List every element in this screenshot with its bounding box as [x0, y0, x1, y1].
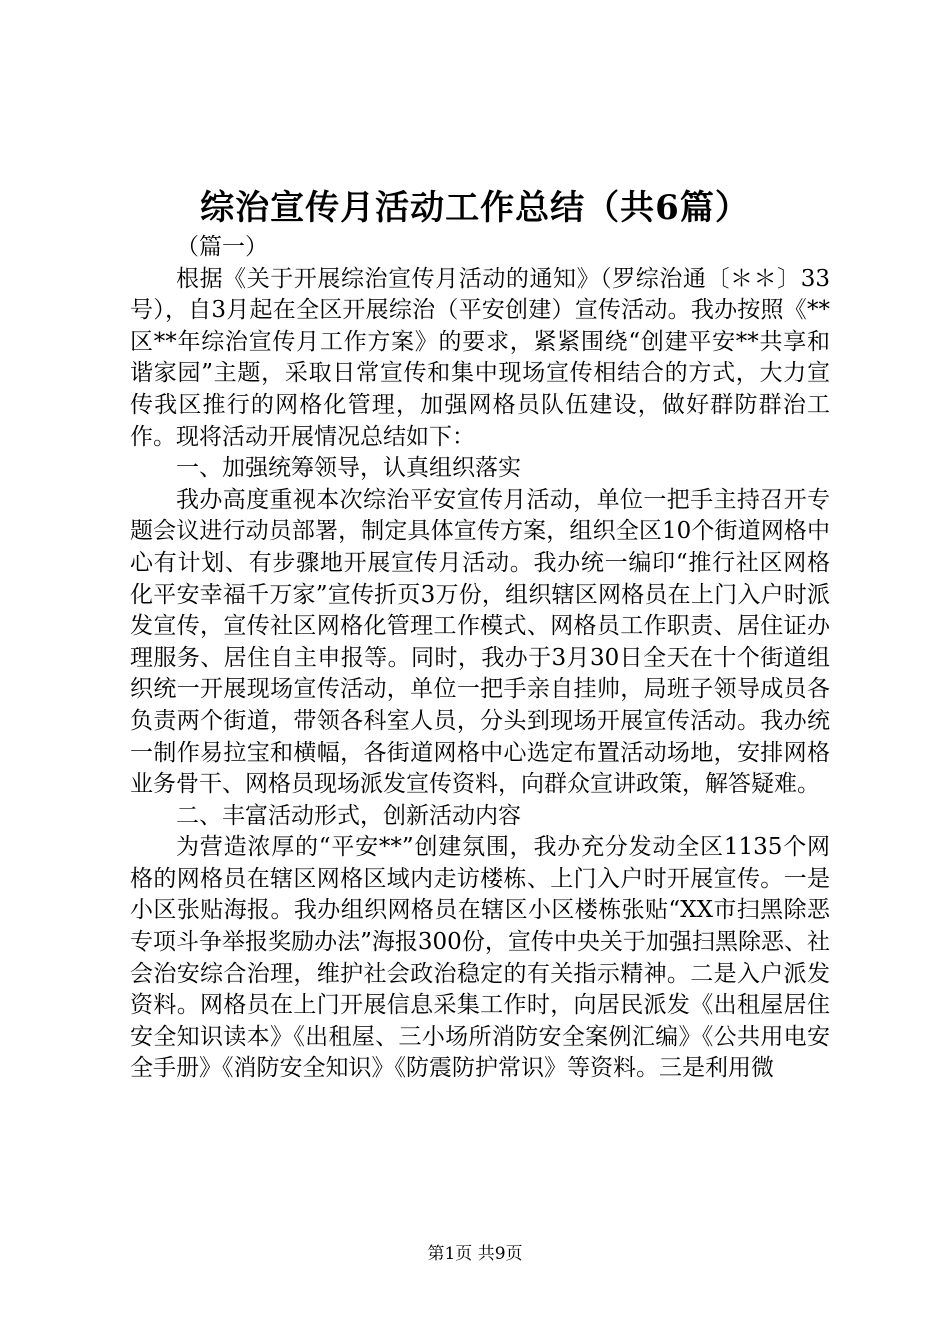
intro-paragraph: 根据《关于开展综治宣传月活动的通知》（罗综治通〔＊＊〕33号），自3月起在全区开展综治（平安创建）宣传活动。我办按照《**区**年综治宣传月工作方案》的要求，紧紧围绕“创建平安**共享和谐家园”主题，采取日常宣传和集中现场宣传相结合的方式，大力宣传我区推行的网格化管理，加强网格员队伍建设，做好群防群治工作。现将活动开展情况总结如下：: [130, 265, 830, 450]
section-1-paragraph: 我办高度重视本次综治平安宣传月活动，单位一把手主持召开专题会议进行动员部署，制定具体宣传方案，组织全区10个街道网格中心有计划、有步骤地开展宣传月活动。我办统一编印“推行社区网格化平安幸福千万家”宣传折页3万份，组织辖区网格员在上门入户时派发宣传，宣传社区网格化管理工作模式、网格员工作职责、居住证办理服务、居住自主申报等。同时，我办于3月30日全天在十个街道组织统一开展现场宣传活动，单位一把手亲自挂帅，局班子领导成员各负责两个街道，带领各科室人员，分头到现场开展宣传活动。我办统一制作易拉宝和横幅，各街道网格中心选定布置活动场地，安排网格业务骨干、网格员现场派发宣传资料，向群众宣讲政策，解答疑难。: [130, 486, 830, 798]
section-heading-2: 二、丰富活动形式，创新活动内容: [176, 802, 521, 829]
section-label: （篇一）: [176, 234, 268, 260]
document-body: [130, 232, 830, 1085]
page-footer: 第1页 共9页: [427, 1244, 523, 1264]
page-title: 综治宣传月活动工作总结（共6篇）: [200, 188, 750, 228]
section-heading-1: 一、加强统筹领导，认真组织落实: [176, 455, 521, 482]
section-2-paragraph: 为营造浓厚的“平安**”创建氛围，我办充分发动全区1135个网格的网格员在辖区网格区域内走访楼栋、上门入户时开展宣传。一是小区张贴海报。我办组织网格员在辖区小区楼栋张贴“XX市扫黑除恶专项斗争举报奖励办法”海报300份，宣传中央关于加强扫黑除恶、社会治安综合治理，维护社会政治稳定的有关指示精神。二是入户派发资料。网格员在上门开展信息采集工作时，向居民派发《出租屋居住安全知识读本》《出租屋、三小场所消防安全案例汇编》《公共用电安全手册》《消防安全知识》《防震防护常识》等资料。三是利用微: [130, 834, 830, 1082]
